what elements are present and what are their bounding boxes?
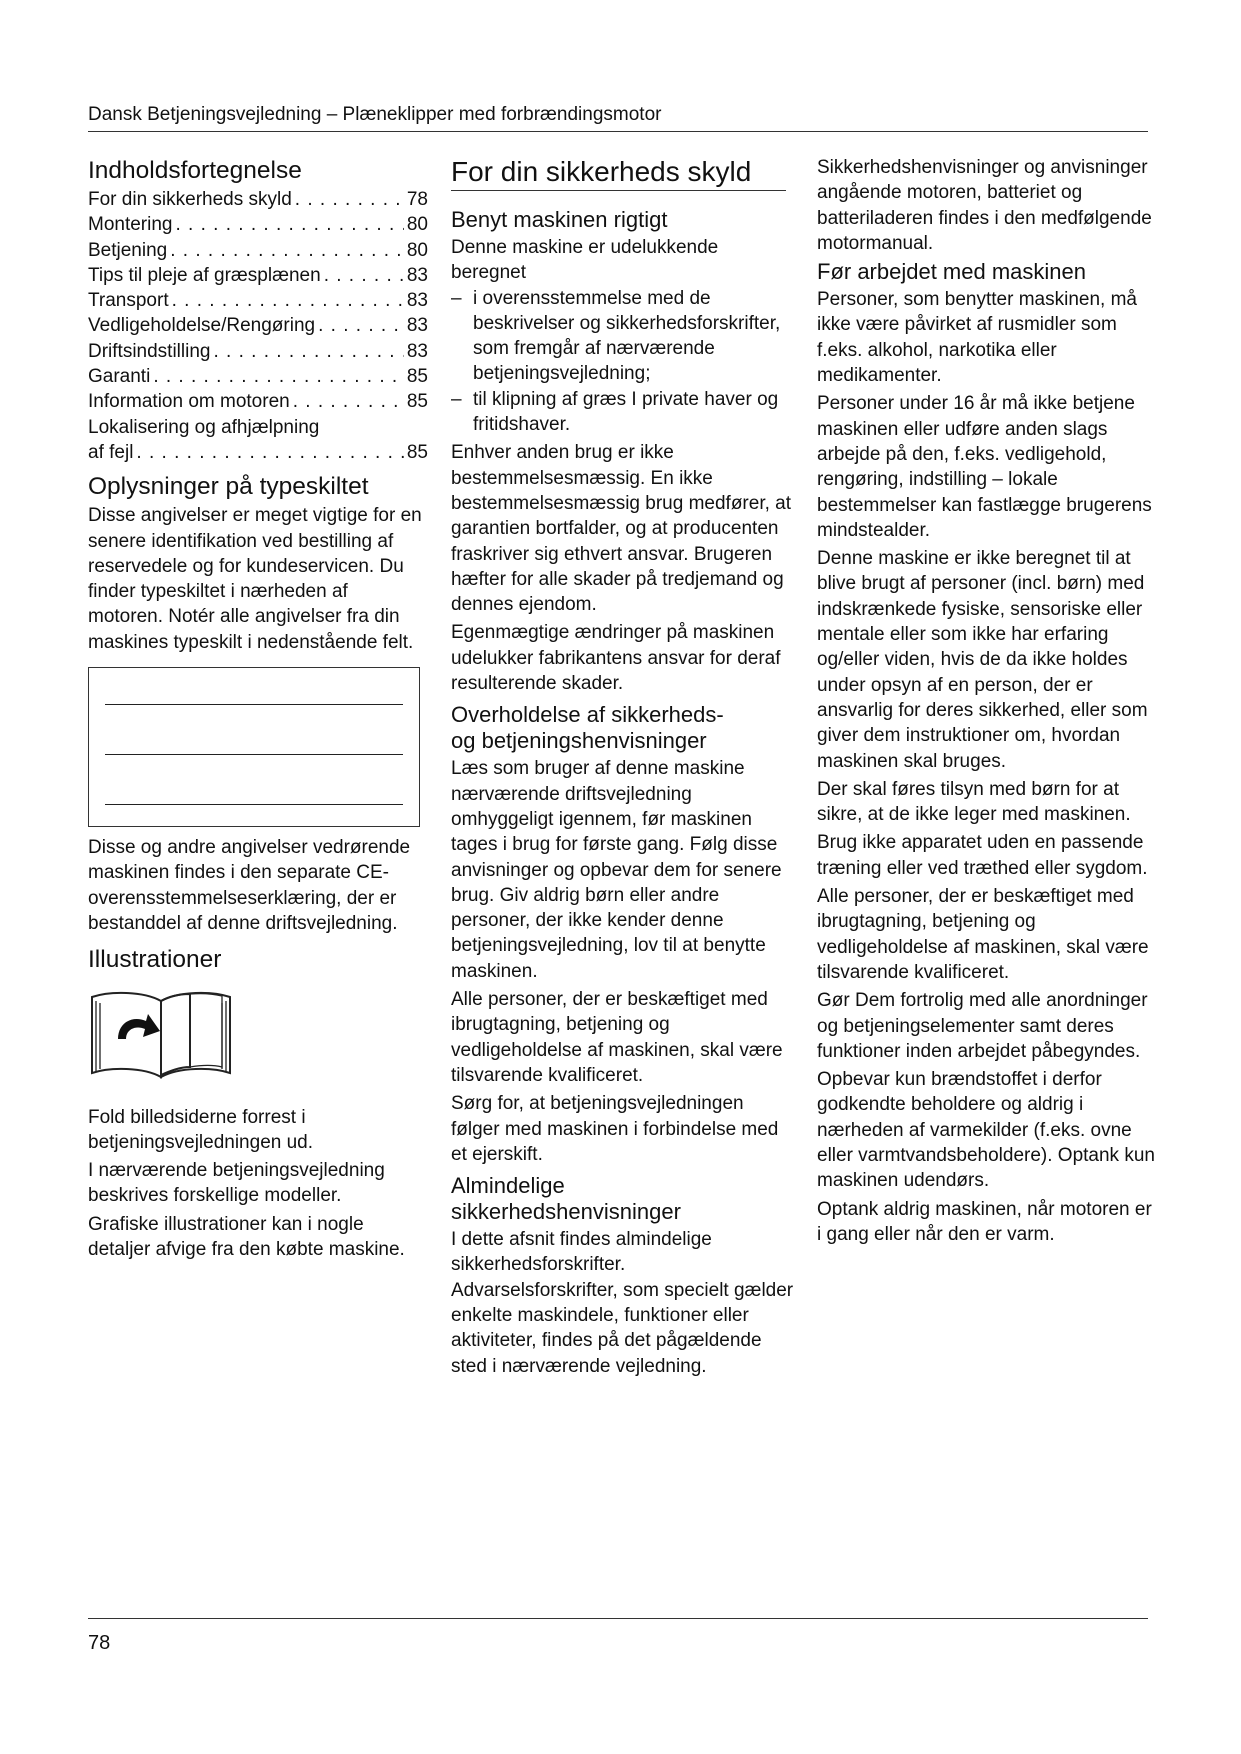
toc-dots (170, 238, 404, 263)
before-p9: Optank aldrig maskinen, når motoren er i gang eller når den er varm. (817, 1198, 1152, 1245)
toc-entry-page: 83 (406, 315, 428, 337)
typeplate-form-box (88, 667, 420, 827)
toc-entry-label: Betjening (88, 239, 168, 261)
toc-entry-page: 83 (406, 290, 428, 312)
dash-bullet: – (451, 287, 462, 309)
toc-entry-label: Transport (88, 290, 169, 312)
before-p1: Personer, som benytter maskinen, må ikke være påvirket af rusmidler som f.eks. alkohol, narkotika eller medikamenter. (817, 289, 1137, 387)
form-line (105, 804, 403, 805)
before-p3: Denne maskine er ikke beregnet til at blive brugt af personer (incl. børn) med indskrænkede fysiske, sensoriske eller mentale eller som ikke har erfaring og/eller viden, hvis de da ikke holdes under opsyn af en person, der er ansvarlig for deres sikkerhed, eller som giver dem instruktioner om, hvordan maskinen skal bruges. (817, 548, 1148, 772)
before-p7: Gør Dem fortrolig med alle anordninger og betjeningselementer samt deres funktioner inden arbejdet påbegyndes. (817, 990, 1148, 1062)
toc-entry-page: 78 (406, 189, 428, 210)
general-title-2: sikkerhedshenvisninger (451, 1199, 681, 1225)
form-line (105, 754, 403, 755)
column-middle (451, 155, 796, 1382)
toc-entry-label: Montering (88, 214, 173, 236)
toc-entry-label: Driftsindstilling (88, 340, 211, 362)
toc-entry (88, 415, 428, 440)
use-p1: Enhver anden brug er ikke bestemmelsesmæssig. En ikke bestemmelsesmæssig brug medfører, at garantien bortfalder, og at producenten fraskriver sig ethvert ansvar. Brugeren hæfter for alle skader på tredjemand og dennes ejendom. (451, 442, 792, 616)
use-title: Benyt maskinen rigtigt (451, 207, 668, 232)
toc-dots (295, 187, 404, 212)
toc-entry-label: Garanti (88, 366, 151, 388)
use-intro: Denne maskine er udelukkende beregnet (451, 237, 719, 284)
typeplate-text: Disse angivelser er meget vigtige for en senere identifikation ved bestilling af reservedele og for kundeservicen. Du finder typeskiltet i nærheden af motoren. Notér alle angivelser fra din maskines typeskilt i nedenstående felt. (88, 505, 422, 653)
toc-dots (153, 364, 404, 389)
toc-entry-label: Lokalisering og afhjælpning (88, 416, 320, 438)
toc-entry-label: Tips til pleje af græsplænen (88, 264, 321, 286)
toc-dots (172, 288, 404, 313)
toc-entry-page: 83 (406, 340, 428, 362)
typeplate-after: Disse og andre angivelser vedrørende maskinen findes i den separate CE-overensstemmelseserklæring, der er bestanddel af denne driftsvejledning. (88, 837, 411, 934)
illustrations-p1: Fold billedsiderne forrest i betjeningsvejledningen ud. (88, 1106, 314, 1153)
before-p8: Opbevar kun brændstoffet i derfor godkendte beholdere og aldrig i nærheden af varmekilder (f.eks. ovne eller varmtvandsbeholdere). Optank kun maskinen udendørs. (817, 1069, 1155, 1192)
toc-entry (88, 263, 428, 288)
compliance-title-1: Overholdelse af sikkerheds- (451, 702, 724, 728)
toc-entry (88, 288, 428, 313)
illustrations-title: Illustrationer (88, 946, 222, 974)
toc-entry-page: 83 (406, 264, 428, 286)
before-p4: Der skal føres tilsyn med børn for at sikre, at de ikke leger med maskinen. (817, 778, 1131, 826)
before-p5: Brug ikke apparatet uden en passende træning eller ved træthed eller sygdom. (817, 832, 1148, 879)
list-item (451, 286, 796, 387)
toc-entry-page: 85 (406, 441, 428, 463)
column-left (88, 155, 428, 1265)
footer-rule (88, 1618, 1148, 1619)
toc-entry-page: 85 (406, 391, 428, 413)
toc-dots (136, 440, 403, 465)
book-icon (88, 987, 428, 1086)
toc-entry (88, 364, 428, 389)
toc-entry-label: Vedligeholdelse/Rengøring (88, 315, 316, 337)
illustrations-p3: Grafiske illustrationer kan i nogle detaljer afvige fra den købte maskine. (88, 1213, 405, 1261)
toc-dots (324, 263, 404, 288)
general-title-1: Almindelige (451, 1173, 565, 1199)
toc-dots (318, 313, 404, 338)
toc-entry (88, 339, 428, 364)
page-header: Dansk Betjeningsvejledning – Plæneklipper med forbrændingsmotor (88, 103, 1148, 132)
toc-entry-page: 80 (406, 214, 428, 236)
toc-entry (88, 389, 428, 414)
toc-entry (88, 313, 428, 338)
compliance-p3: Sørg for, at betjeningsvejledningen følger med maskinen i forbindelse med et ejerskift. (451, 1093, 779, 1165)
toc-dots (293, 389, 404, 414)
toc-list (88, 187, 428, 415)
toc-entry (88, 238, 428, 263)
safety-title: For din sikkerheds skyld (451, 155, 786, 191)
use-p2: Egenmægtige ændringer på maskinen udelukker fabrikantens ansvar for deraf resulterende skader. (451, 622, 781, 695)
typeplate-title: Oplysninger på typeskiltet (88, 473, 369, 501)
compliance-p1: Læs som bruger af denne maskine nærværende driftsvejledning omhyggeligt igennem, før maskinen tages i brug for første gang. Følg disse anvisninger og opbevar dem for senere brug. Giv aldrig børn eller andre personer, der ikke kender denne betjeningsvejledning, lov til at benytte maskinen. (451, 758, 782, 982)
illustrations-p2: I nærværende betjeningsvejledning beskrives forskellige modeller. (88, 1160, 385, 1207)
toc-entry-label: For din sikkerheds skyld (88, 189, 292, 210)
toc-entry (88, 187, 428, 212)
page-number: 78 (88, 1632, 111, 1654)
toc-entry-label: Information om motoren (88, 391, 290, 413)
toc-entry-page: 85 (406, 366, 428, 388)
form-line (105, 704, 403, 705)
list-item-text: i overensstemmelse med de beskrivelser og sikkerhedsforskrifter, som fremgår af nærværende betjeningsvejledning; (473, 287, 781, 385)
list-item-text: til klipning af græs I private haver og fritidshaver. (473, 388, 779, 436)
column-right (817, 155, 1157, 1250)
before-p6: Alle personer, der er beskæftiget med ibrugtagning, betjening og vedligeholdelse af maskinen, skal være tilsvarende kvalificeret. (817, 886, 1149, 983)
toc-entry-label: af fejl (88, 441, 134, 463)
toc-entry-page: 80 (406, 239, 428, 261)
before-p2: Personer under 16 år må ikke betjene maskinen eller udføre anden slags arbejde på den, f.eks. vedligehold, rengøring, indstilling – lokale bestemmelser kan fastlægge brugerens mindstealder. (817, 393, 1152, 541)
toc-dots (176, 212, 404, 237)
general-p1: I dette afsnit findes almindelige sikkerhedsforskrifter. Advarselsforskrifter, som specielt gælder enkelte maskindele, funktioner eller aktiviteter, findes på det pågældende sted i nærværende vejledning. (451, 1229, 794, 1377)
list-item (451, 387, 796, 438)
before-title: Før arbejdet med maskinen (817, 259, 1086, 285)
toc-dots (213, 339, 403, 364)
toc-title: Indholdsfortegnelse (88, 157, 302, 184)
dash-bullet: – (451, 388, 462, 410)
toc-entry (88, 440, 428, 465)
toc-entry (88, 212, 428, 237)
compliance-title-2: og betjeningshenvisninger (451, 728, 707, 754)
col3-intro: Sikkerhedshenvisninger og anvisninger angående motoren, batteriet og batteriladeren findes i den medfølgende motormanual. (817, 157, 1152, 254)
compliance-p2: Alle personer, der er beskæftiget med ibrugtagning, betjening og vedligeholdelse af maskinen, skal være tilsvarende kvalificeret. (451, 989, 783, 1086)
